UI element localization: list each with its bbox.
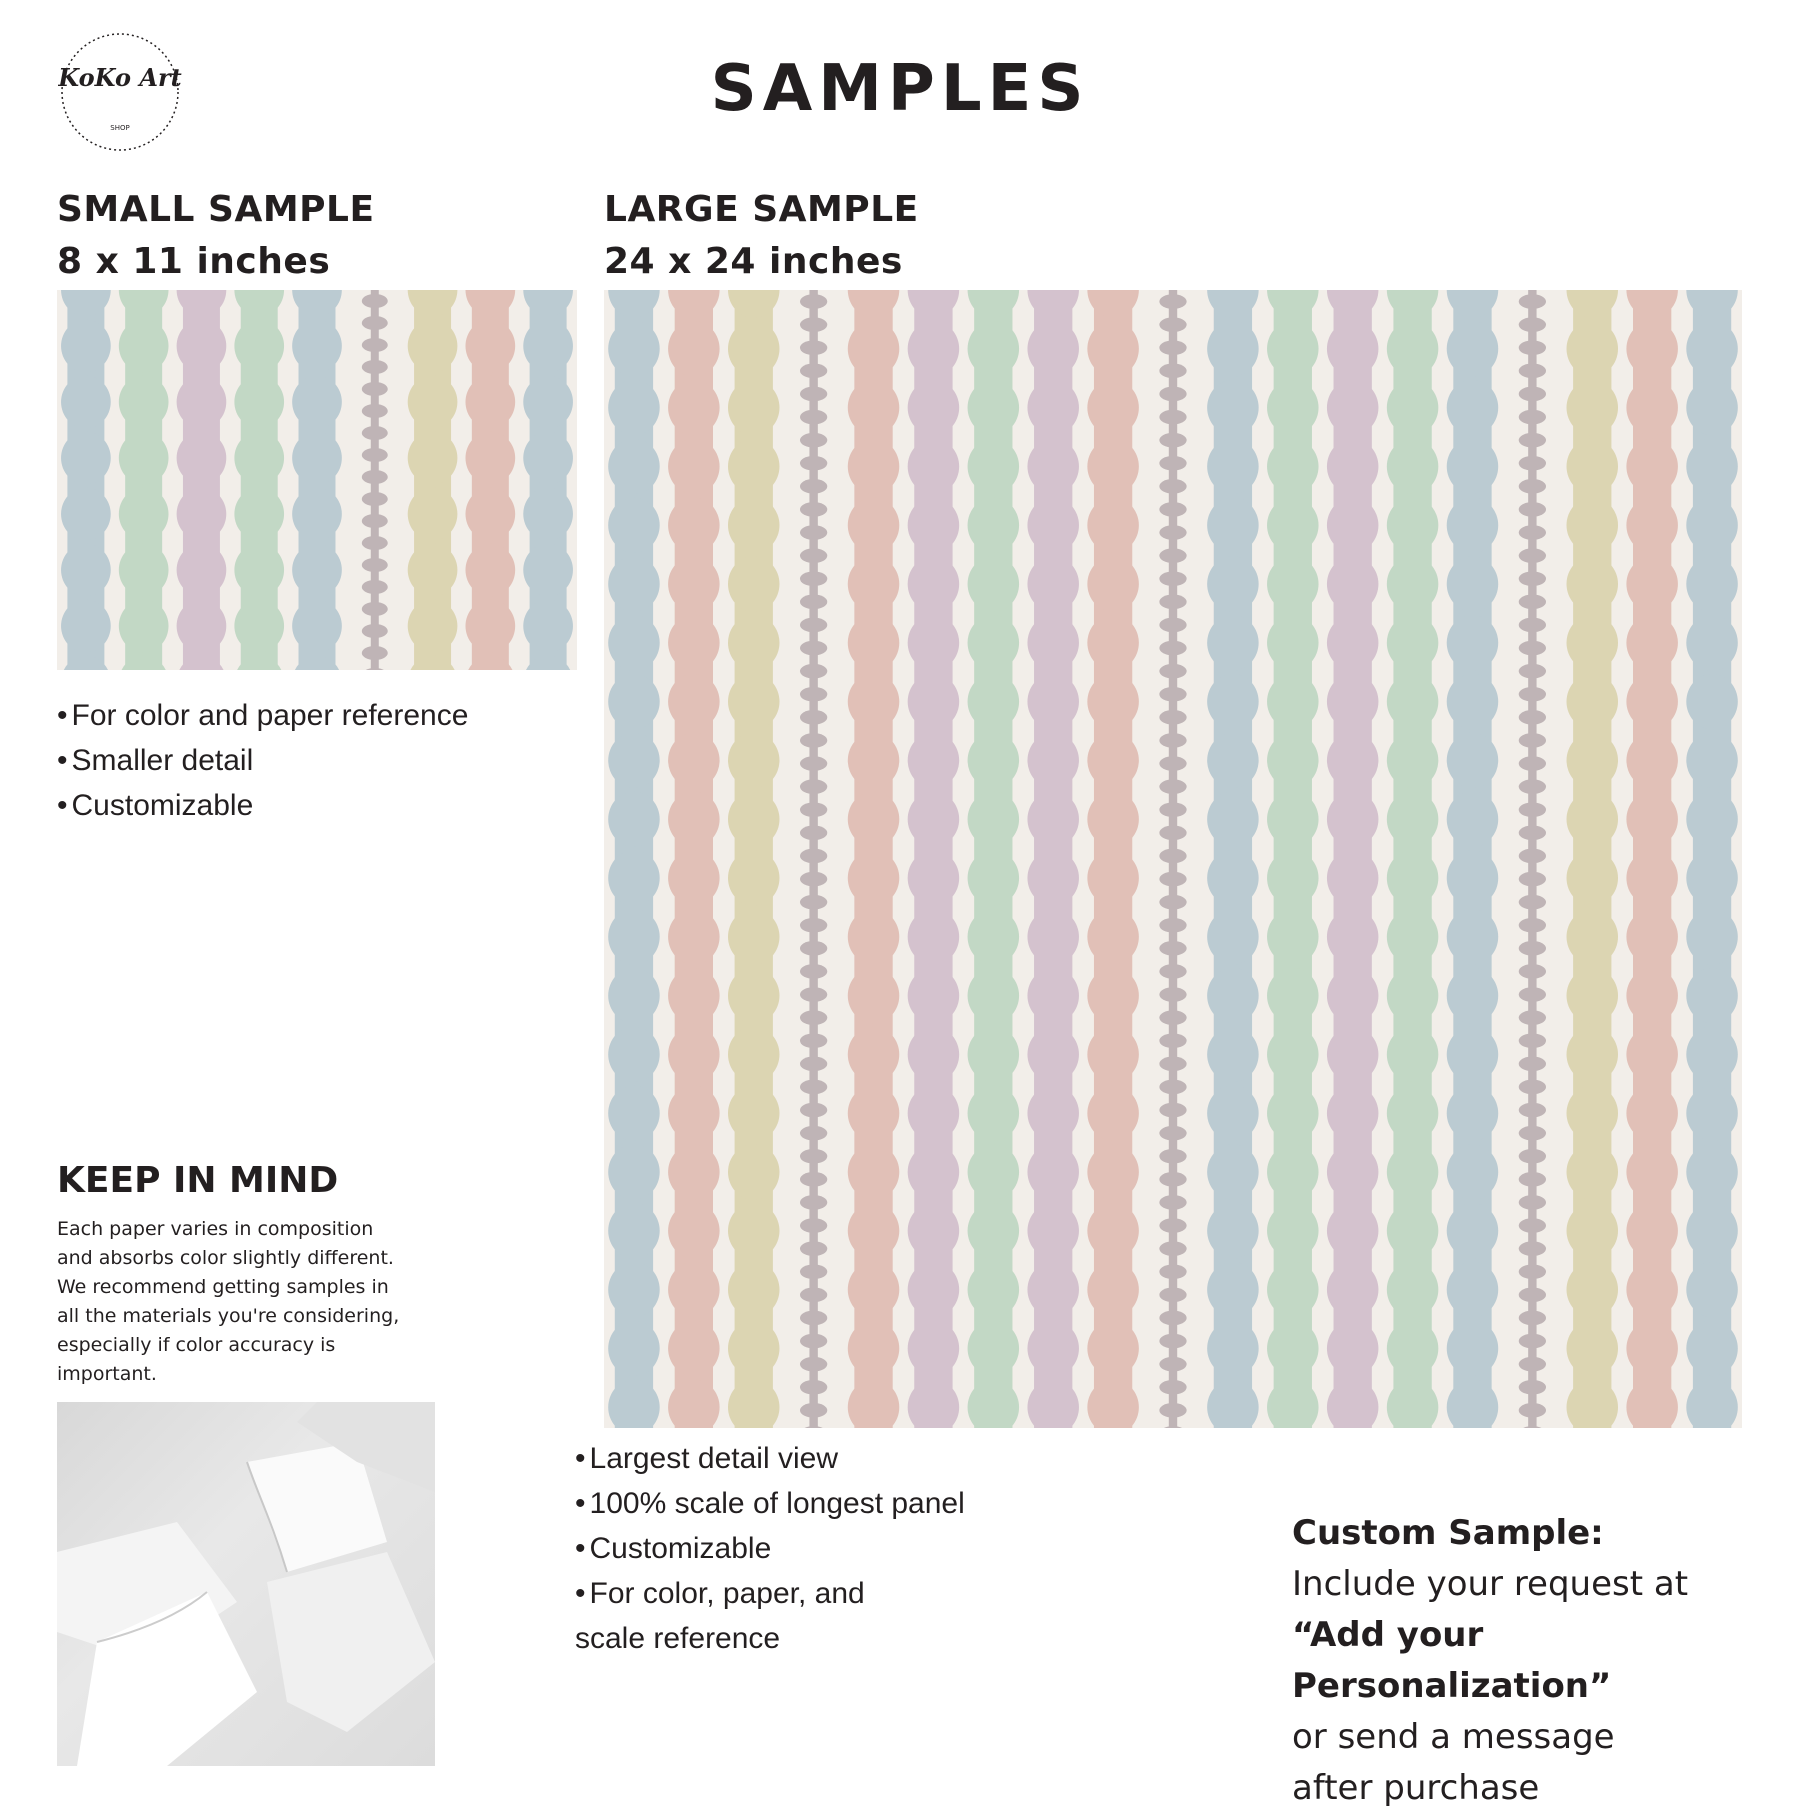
pattern-stripe (1686, 290, 1738, 1428)
page-title: SAMPLES (710, 52, 1090, 126)
large-sample-pattern (604, 290, 1742, 1428)
paper-photo (57, 1402, 435, 1766)
large-sample-heading: LARGE SAMPLE (604, 189, 919, 230)
pattern-stripe (1567, 290, 1619, 1428)
pattern-stripe (362, 290, 388, 670)
pattern-stripe (1327, 290, 1379, 1428)
pattern-stripe (848, 290, 900, 1428)
small-sample-header (57, 184, 375, 288)
feature-item: • Customizable (575, 1526, 965, 1571)
large-sample-features (575, 1436, 965, 1661)
pattern-stripe (234, 290, 284, 670)
logo-subtext: SHOP (110, 124, 130, 132)
pattern-stripe (1207, 290, 1259, 1428)
custom-sample-title: Custom Sample: (1292, 1513, 1604, 1553)
feature-item: • 100% scale of longest panel (575, 1481, 965, 1526)
large-sample-size: 24 x 24 inches (604, 241, 903, 282)
pattern-stripe (1447, 290, 1499, 1428)
keep-in-mind-line: We recommend getting samples in (57, 1276, 389, 1298)
pattern-stripe (292, 290, 342, 670)
custom-sample-line: after purchase (1292, 1768, 1540, 1808)
feature-item: • Largest detail view (575, 1436, 965, 1481)
small-sample-features (57, 693, 468, 828)
pattern-stripe (668, 290, 720, 1428)
custom-sample-line: Include your request at (1292, 1564, 1689, 1604)
pattern-stripe (523, 290, 573, 670)
custom-sample-info (1292, 1508, 1800, 1814)
logo-text: KoKo Art (58, 63, 182, 92)
pattern-stripe (119, 290, 169, 670)
pattern-stripe (1519, 290, 1546, 1428)
small-sample-size: 8 x 11 inches (57, 241, 331, 282)
pattern-stripe (1626, 290, 1678, 1428)
feature-item-continuation: scale reference (575, 1622, 781, 1655)
pattern-stripe (908, 290, 960, 1428)
pattern-stripe (800, 290, 827, 1428)
pattern-stripe (465, 290, 515, 670)
custom-sample-line: or send a message (1292, 1717, 1615, 1757)
pattern-stripe (177, 290, 227, 670)
pattern-stripe (1387, 290, 1439, 1428)
pattern-stripe (1087, 290, 1139, 1428)
pattern-stripe (1159, 290, 1186, 1428)
keep-in-mind-text (57, 1215, 417, 1389)
feature-item: • For color, paper, and (575, 1571, 965, 1616)
pattern-stripe (408, 290, 458, 670)
keep-in-mind-line: Each paper varies in composition (57, 1218, 374, 1240)
pattern-stripe (61, 290, 111, 670)
small-sample-pattern (57, 290, 577, 670)
pattern-stripe (968, 290, 1020, 1428)
keep-in-mind-line: important. (57, 1363, 157, 1385)
pattern-stripe (608, 290, 660, 1428)
keep-in-mind-title: KEEP IN MIND (57, 1160, 339, 1201)
feature-item: • For color and paper reference (57, 693, 468, 738)
pattern-stripe (728, 290, 780, 1428)
custom-sample-personalization: “Add your Personalization” (1292, 1615, 1612, 1706)
pattern-stripe (1267, 290, 1319, 1428)
pattern-stripe (1027, 290, 1079, 1428)
keep-in-mind-line: and absorbs color slightly different. (57, 1247, 394, 1269)
large-sample-header (604, 184, 919, 288)
small-sample-heading: SMALL SAMPLE (57, 189, 375, 230)
feature-item: • Customizable (57, 783, 468, 828)
keep-in-mind-line: especially if color accuracy is (57, 1334, 336, 1356)
keep-in-mind-line: all the materials you're considering, (57, 1305, 400, 1327)
feature-item: • Smaller detail (57, 738, 468, 783)
